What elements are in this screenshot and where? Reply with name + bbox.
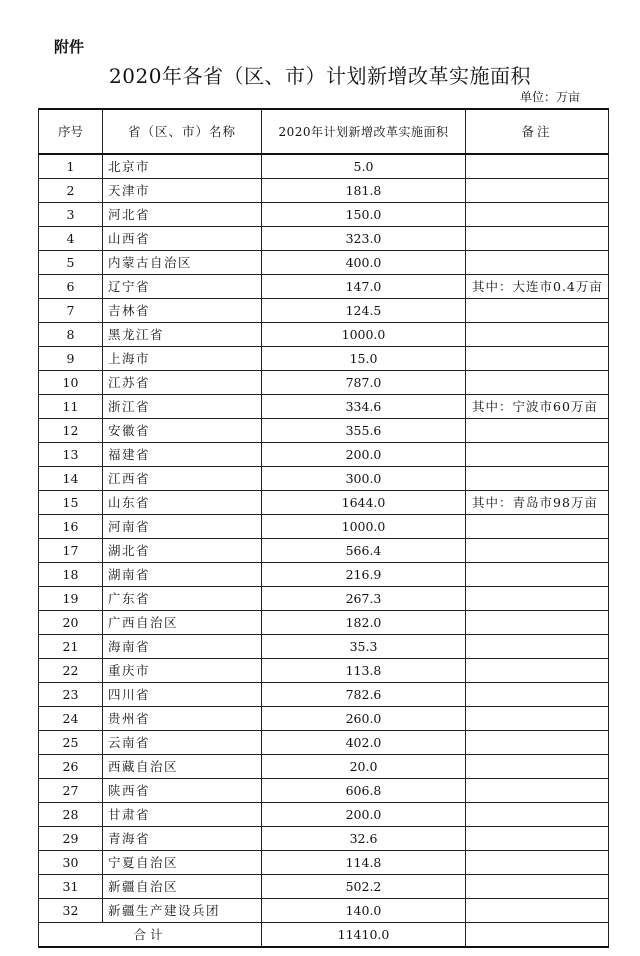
row-number: 26 <box>39 755 103 779</box>
row-number: 21 <box>39 635 103 659</box>
total-row <box>39 923 609 948</box>
row-number: 8 <box>39 323 103 347</box>
row-number: 25 <box>39 731 103 755</box>
row-province: 山西省 <box>103 227 262 251</box>
table-row <box>39 851 609 875</box>
row-province: 河南省 <box>103 515 262 539</box>
area-table <box>38 108 609 948</box>
row-number: 9 <box>39 347 103 371</box>
row-province: 广东省 <box>103 587 262 611</box>
row-note <box>466 563 609 587</box>
row-province: 新疆自治区 <box>103 875 262 899</box>
row-number: 14 <box>39 467 103 491</box>
table-row <box>39 467 609 491</box>
row-number: 5 <box>39 251 103 275</box>
row-note: 其中：宁波市60万亩 <box>466 395 609 419</box>
row-number: 2 <box>39 179 103 203</box>
row-note <box>466 779 609 803</box>
row-number: 22 <box>39 659 103 683</box>
row-area: 606.8 <box>262 779 466 803</box>
row-number: 29 <box>39 827 103 851</box>
row-province: 广西自治区 <box>103 611 262 635</box>
table-row <box>39 731 609 755</box>
row-number: 28 <box>39 803 103 827</box>
row-province: 江西省 <box>103 467 262 491</box>
row-note <box>466 611 609 635</box>
row-number: 1 <box>39 154 103 179</box>
table-row <box>39 203 609 227</box>
row-note <box>466 515 609 539</box>
document-title: 2020年各省（区、市）计划新增改革实施面积 <box>109 64 531 88</box>
row-note <box>466 683 609 707</box>
row-area: 216.9 <box>262 563 466 587</box>
row-area: 502.2 <box>262 875 466 899</box>
row-note <box>466 803 609 827</box>
row-area: 1644.0 <box>262 491 466 515</box>
row-area: 15.0 <box>262 347 466 371</box>
row-province: 海南省 <box>103 635 262 659</box>
row-area: 267.3 <box>262 587 466 611</box>
row-number: 10 <box>39 371 103 395</box>
unit-label: 单位：万亩 <box>519 90 580 104</box>
table-row <box>39 179 609 203</box>
row-area: 113.8 <box>262 659 466 683</box>
table-header-row <box>39 109 609 154</box>
row-number: 23 <box>39 683 103 707</box>
row-number: 15 <box>39 491 103 515</box>
row-area: 400.0 <box>262 251 466 275</box>
row-province: 西藏自治区 <box>103 755 262 779</box>
row-area: 323.0 <box>262 227 466 251</box>
row-area: 35.3 <box>262 635 466 659</box>
row-number: 30 <box>39 851 103 875</box>
row-number: 6 <box>39 275 103 299</box>
total-note <box>466 923 609 948</box>
table-row <box>39 251 609 275</box>
row-note <box>466 251 609 275</box>
table-row <box>39 875 609 899</box>
header-no: 序号 <box>39 109 103 154</box>
row-number: 3 <box>39 203 103 227</box>
row-province: 天津市 <box>103 179 262 203</box>
row-note <box>466 539 609 563</box>
row-province: 安徽省 <box>103 419 262 443</box>
header-name: 省（区、市）名称 <box>103 109 262 154</box>
row-province: 陕西省 <box>103 779 262 803</box>
row-province: 浙江省 <box>103 395 262 419</box>
row-number: 16 <box>39 515 103 539</box>
table-row <box>39 347 609 371</box>
row-area: 566.4 <box>262 539 466 563</box>
row-number: 17 <box>39 539 103 563</box>
row-area: 140.0 <box>262 899 466 923</box>
row-note <box>466 299 609 323</box>
row-note <box>466 899 609 923</box>
row-note <box>466 419 609 443</box>
table-row <box>39 299 609 323</box>
row-province: 北京市 <box>103 154 262 179</box>
row-number: 24 <box>39 707 103 731</box>
row-area: 5.0 <box>262 154 466 179</box>
row-province: 贵州省 <box>103 707 262 731</box>
table-row <box>39 154 609 179</box>
table-row <box>39 611 609 635</box>
row-province: 山东省 <box>103 491 262 515</box>
row-number: 20 <box>39 611 103 635</box>
row-area: 124.5 <box>262 299 466 323</box>
row-area: 1000.0 <box>262 323 466 347</box>
row-number: 19 <box>39 587 103 611</box>
table-row <box>39 683 609 707</box>
row-area: 181.8 <box>262 179 466 203</box>
row-province: 辽宁省 <box>103 275 262 299</box>
table-row <box>39 275 609 299</box>
row-province: 湖南省 <box>103 563 262 587</box>
attachment-label: 附件 <box>54 38 85 56</box>
row-province: 宁夏自治区 <box>103 851 262 875</box>
header-note: 备注 <box>466 109 609 154</box>
table-row <box>39 587 609 611</box>
row-note <box>466 731 609 755</box>
row-note <box>466 203 609 227</box>
row-note: 其中：青岛市98万亩 <box>466 491 609 515</box>
table-row <box>39 491 609 515</box>
row-note <box>466 587 609 611</box>
row-note <box>466 467 609 491</box>
row-note <box>466 875 609 899</box>
row-note <box>466 347 609 371</box>
total-label: 合计 <box>39 923 262 948</box>
row-note: 其中：大连市0.4万亩 <box>466 275 609 299</box>
row-province: 河北省 <box>103 203 262 227</box>
row-province: 湖北省 <box>103 539 262 563</box>
row-number: 12 <box>39 419 103 443</box>
row-note <box>466 659 609 683</box>
table-row <box>39 707 609 731</box>
row-note <box>466 323 609 347</box>
row-province: 青海省 <box>103 827 262 851</box>
table-row <box>39 563 609 587</box>
table-row <box>39 419 609 443</box>
row-area: 782.6 <box>262 683 466 707</box>
table-row <box>39 755 609 779</box>
row-area: 147.0 <box>262 275 466 299</box>
table-row <box>39 899 609 923</box>
row-area: 260.0 <box>262 707 466 731</box>
row-area: 20.0 <box>262 755 466 779</box>
row-number: 18 <box>39 563 103 587</box>
row-note <box>466 635 609 659</box>
row-note <box>466 755 609 779</box>
row-province: 四川省 <box>103 683 262 707</box>
row-number: 27 <box>39 779 103 803</box>
row-note <box>466 227 609 251</box>
row-province: 上海市 <box>103 347 262 371</box>
row-area: 114.8 <box>262 851 466 875</box>
row-province: 黑龙江省 <box>103 323 262 347</box>
row-area: 402.0 <box>262 731 466 755</box>
row-note <box>466 443 609 467</box>
row-area: 200.0 <box>262 443 466 467</box>
table-row <box>39 515 609 539</box>
table-row <box>39 395 609 419</box>
row-area: 182.0 <box>262 611 466 635</box>
row-area: 300.0 <box>262 467 466 491</box>
row-area: 200.0 <box>262 803 466 827</box>
table-row <box>39 659 609 683</box>
row-number: 4 <box>39 227 103 251</box>
table-row <box>39 827 609 851</box>
row-province: 内蒙古自治区 <box>103 251 262 275</box>
row-note <box>466 827 609 851</box>
row-note <box>466 154 609 179</box>
row-number: 11 <box>39 395 103 419</box>
row-number: 13 <box>39 443 103 467</box>
row-note <box>466 851 609 875</box>
row-area: 355.6 <box>262 419 466 443</box>
table-row <box>39 635 609 659</box>
row-area: 787.0 <box>262 371 466 395</box>
row-note <box>466 371 609 395</box>
table-row <box>39 803 609 827</box>
row-area: 1000.0 <box>262 515 466 539</box>
row-province: 江苏省 <box>103 371 262 395</box>
row-province: 重庆市 <box>103 659 262 683</box>
table-row <box>39 323 609 347</box>
row-area: 334.6 <box>262 395 466 419</box>
table-body <box>39 154 609 923</box>
table-row <box>39 227 609 251</box>
row-note <box>466 707 609 731</box>
row-number: 31 <box>39 875 103 899</box>
total-area: 11410.0 <box>262 923 466 948</box>
table-row <box>39 779 609 803</box>
table-row <box>39 443 609 467</box>
row-area: 150.0 <box>262 203 466 227</box>
row-province: 新疆生产建设兵团 <box>103 899 262 923</box>
row-province: 云南省 <box>103 731 262 755</box>
row-note <box>466 179 609 203</box>
table-row <box>39 371 609 395</box>
row-province: 甘肃省 <box>103 803 262 827</box>
row-number: 32 <box>39 899 103 923</box>
header-area: 2020年计划新增改革实施面积 <box>262 109 466 154</box>
row-number: 7 <box>39 299 103 323</box>
table-row <box>39 539 609 563</box>
row-area: 32.6 <box>262 827 466 851</box>
row-province: 福建省 <box>103 443 262 467</box>
row-province: 吉林省 <box>103 299 262 323</box>
